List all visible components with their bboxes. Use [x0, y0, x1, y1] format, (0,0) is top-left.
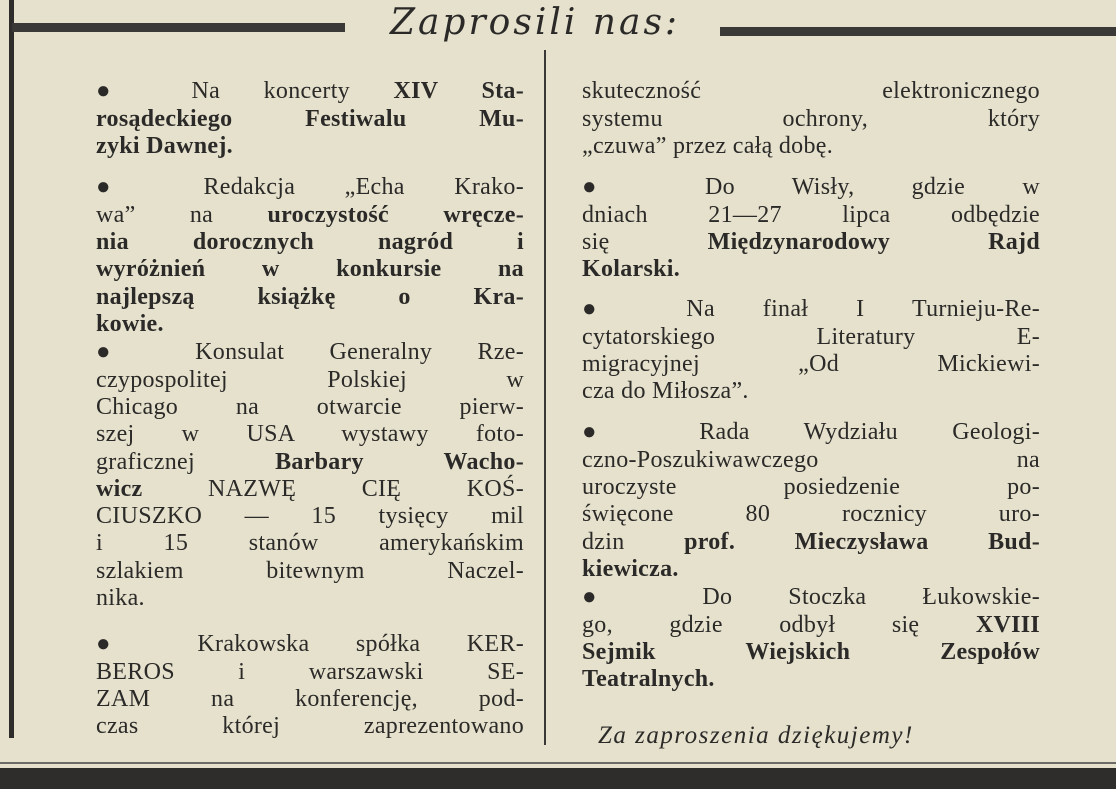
text-line — [96, 229, 524, 256]
text: CIUSZKO — 15 tysięcy mil — [96, 503, 524, 530]
text-line — [582, 106, 1040, 133]
paragraph — [582, 584, 1040, 693]
paragraph — [582, 78, 1040, 160]
text: ● Do Wisły, gdzie w — [582, 174, 1040, 201]
heading-rule-left — [12, 23, 345, 32]
bold-text: Barbary Wacho- — [275, 448, 524, 475]
text: NAZWĘ CIĘ KOŚ- — [142, 475, 524, 502]
text: „czuwa” przez całą dobę. — [582, 132, 834, 159]
paragraph — [96, 631, 524, 740]
text: ● Na koncerty — [96, 78, 394, 105]
bold-text: najlepszą książkę o Kra- — [96, 283, 524, 310]
paragraph — [582, 174, 1040, 283]
text: się — [582, 228, 708, 255]
text: go, gdzie odbył się — [582, 611, 976, 638]
text: systemu ochrony, który — [582, 105, 1040, 132]
text-line — [96, 311, 524, 338]
bold-text: wicz — [96, 475, 143, 502]
text-line — [96, 713, 524, 740]
text-line — [582, 501, 1040, 528]
bold-text: kiewicza. — [582, 555, 679, 582]
text: i 15 stanów amerykańskim — [96, 530, 524, 557]
bold-text: Teatralnych. — [582, 666, 715, 693]
text-line — [96, 367, 524, 394]
text-line — [96, 476, 524, 503]
text-line — [96, 78, 524, 105]
text: cytatorskiego Literatury E- — [582, 323, 1040, 350]
text-line — [96, 256, 524, 283]
bold-text: rosądeckiego Festiwalu Mu- — [96, 105, 524, 132]
paragraph — [96, 339, 524, 612]
text-line — [582, 529, 1040, 556]
bold-text: kowie. — [96, 310, 164, 337]
text: dniach 21—27 lipca odbędzie — [582, 201, 1040, 228]
text: uroczyste posiedzenie po- — [582, 473, 1040, 500]
text: ZAM na konferencję, pod- — [96, 685, 524, 712]
left-border-rule — [9, 0, 14, 738]
text-line — [96, 449, 524, 476]
bold-text: nia dorocznych nagród i — [96, 228, 524, 255]
bold-text: uroczystość wręcze- — [267, 201, 525, 228]
text-line — [582, 229, 1040, 256]
paragraph — [582, 296, 1040, 405]
text: nika. — [96, 585, 145, 612]
bold-text: Sejmik Wiejskich Zespołów — [582, 638, 1040, 665]
text-line — [96, 631, 524, 658]
text: ● Na finał I Turnieju-Re- — [582, 296, 1040, 323]
text-line — [582, 419, 1040, 446]
text-line — [96, 174, 524, 201]
text-line — [96, 394, 524, 421]
text-line — [96, 339, 524, 366]
text-line — [582, 296, 1040, 323]
text: szlakiem bitewnym Naczel- — [96, 557, 524, 584]
text-line — [582, 474, 1040, 501]
text: ● Rada Wydziału Geologi- — [582, 419, 1040, 446]
text-line — [96, 202, 524, 229]
text: szej w USA wystawy foto- — [96, 421, 524, 448]
text-line — [582, 202, 1040, 229]
text: czas której zaprezentowano — [96, 713, 524, 740]
text: graficznej — [96, 448, 276, 475]
paragraph — [96, 174, 524, 338]
bold-text: prof. Mieczysława Bud- — [684, 528, 1040, 555]
text: czypospolitej Polskiej w — [96, 366, 524, 393]
bottom-thin-rule — [0, 762, 1116, 764]
bold-text: XVIII — [975, 611, 1040, 638]
text-line — [582, 256, 1040, 283]
text: ● Do Stoczka Łukowskie- — [582, 584, 1040, 611]
text-line — [582, 639, 1040, 666]
text-line — [582, 447, 1040, 474]
text-line — [582, 612, 1040, 639]
text-line — [96, 421, 524, 448]
closing-thanks: Za zaproszenia dziękujemy! — [598, 722, 914, 749]
paragraph — [582, 419, 1040, 583]
text-line — [96, 558, 524, 585]
text-line — [96, 530, 524, 557]
text-line — [96, 686, 524, 713]
bold-text: wyróżnień w konkursie na — [96, 256, 524, 283]
bottom-rule — [0, 768, 1116, 789]
text: święcone 80 rocznicy uro- — [582, 501, 1040, 528]
text-line — [582, 78, 1040, 105]
text-line — [96, 284, 524, 311]
section-heading: Zaprosili nas: — [389, 2, 681, 43]
bold-text: zyki Dawnej. — [96, 132, 233, 159]
text-line — [582, 174, 1040, 201]
text-line — [582, 666, 1040, 693]
column-divider — [544, 50, 546, 745]
text: migracyjnej „Od Mickiewi- — [582, 350, 1040, 377]
text: czno-Poszukiwawczego na — [582, 446, 1040, 473]
text-line — [96, 659, 524, 686]
text-line — [582, 133, 1040, 160]
text: skuteczność elektronicznego — [582, 78, 1040, 105]
text: ● Krakowska spółka KER- — [96, 631, 524, 658]
bold-text: XIV Sta- — [393, 78, 524, 105]
text-line — [582, 584, 1040, 611]
text-line — [582, 324, 1040, 351]
text-line — [582, 378, 1040, 405]
text-line — [96, 585, 524, 612]
text: dzin — [582, 528, 685, 555]
text: BEROS i warszawski SE- — [96, 658, 524, 685]
text-line — [582, 351, 1040, 378]
bold-text: Międzynarodowy Rajd — [707, 228, 1040, 255]
heading-rule-right — [720, 27, 1116, 36]
text: cza do Miłosza”. — [582, 378, 749, 405]
text: Chicago na otwarcie pierw- — [96, 393, 524, 420]
text-line — [582, 556, 1040, 583]
text-line — [96, 133, 524, 160]
paragraph — [96, 78, 524, 160]
text: wa” na — [96, 201, 268, 228]
text: ● Konsulat Generalny Rze- — [96, 339, 524, 366]
text-line — [96, 106, 524, 133]
text: ● Redakcja „Echa Krako- — [96, 174, 524, 201]
bold-text: Kolarski. — [582, 256, 681, 283]
text-line — [96, 503, 524, 530]
